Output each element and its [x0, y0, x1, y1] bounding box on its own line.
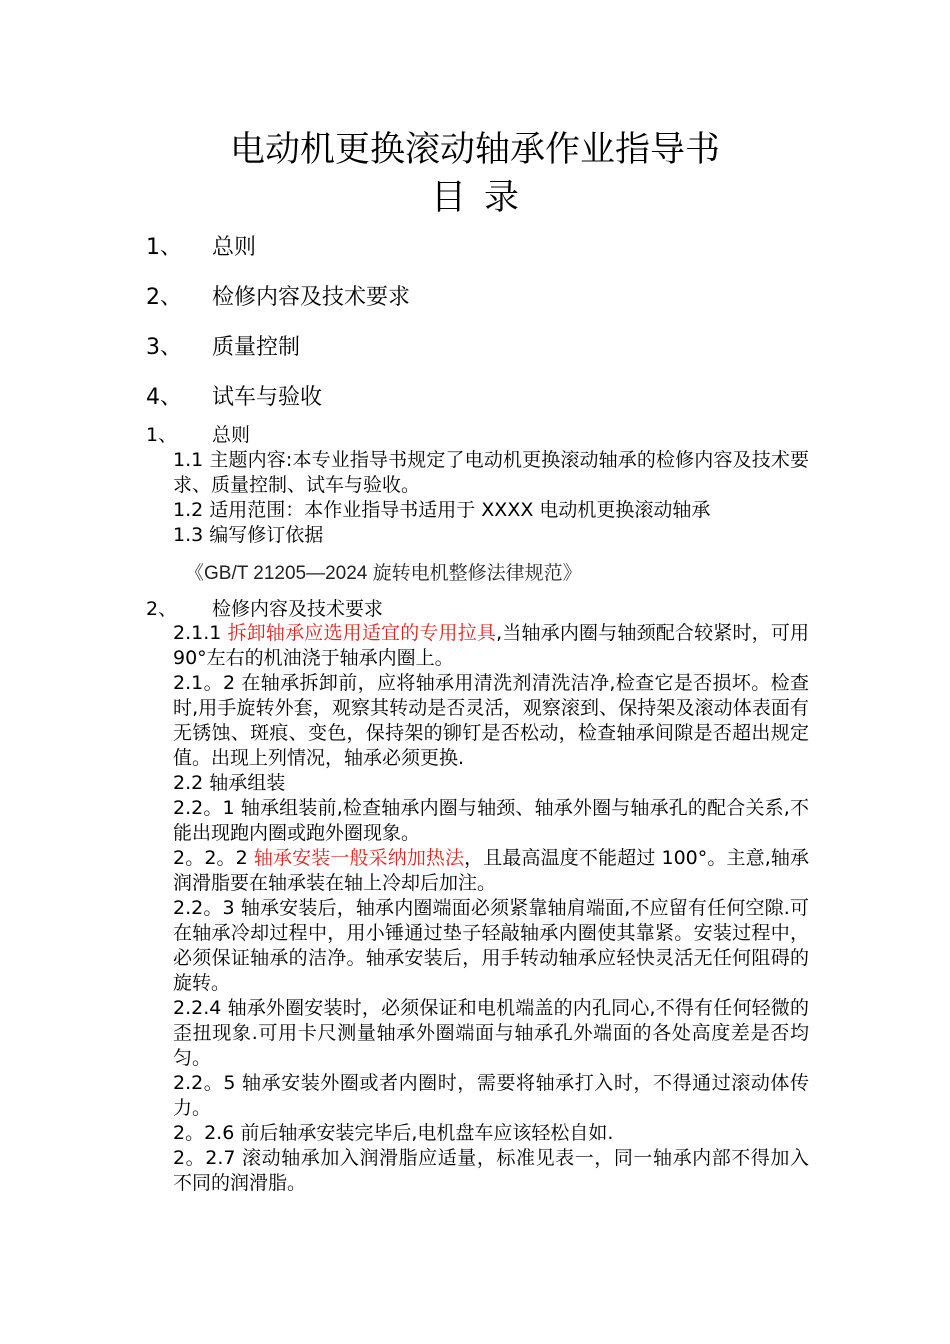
paragraph-2-1-2: 2.1。2 在轴承拆卸前，应将轴承用清洗剂清洗洁净,检查它是否损坏。检查时,用手旋转外套，观察其转动是否灵活，观察滚到、保持架及滚动体表面有无锈蚀、斑痕、变色，保持架的铆钉是否松动，检查轴承间隙是否超出规定值。出现上列情况，轴承必须更换. — [173, 672, 809, 769]
highlighted-text: 轴承安装一般采纳加热法 — [253, 847, 465, 869]
paragraph-1-3: 1.3 编写修订依据 — [173, 524, 324, 546]
paragraph-1-2: 1.2 适用范围：本作业指导书适用于 XXXX 电动机更换滚动轴承 — [173, 499, 711, 521]
section-number: 2、 — [146, 598, 178, 620]
section-number: 1、 — [146, 424, 178, 446]
document-title: 电动机更换滚动轴承作业指导书 — [229, 130, 720, 170]
toc-item-label: 总则 — [212, 235, 257, 260]
paragraph-2-2-2 — [173, 846, 809, 896]
paragraph-number: 2。2。2 — [173, 847, 254, 869]
reference-standard: 《GB/T 21205—2024 旋转电机整修法律规范》 — [185, 563, 582, 584]
toc-item-label: 检修内容及技术要求 — [212, 285, 411, 310]
section-title: 总则 — [212, 424, 251, 446]
paragraph-2-2-5: 2.2。5 轴承安装外圈或者内圈时，需要将轴承打入时，不得通过滚动体传力。 — [173, 1072, 809, 1119]
toc-item-number: 4、 — [146, 385, 182, 410]
section-title: 检修内容及技术要求 — [212, 598, 384, 620]
paragraph-2-1-1 — [173, 621, 809, 671]
toc-item-label: 试车与验收 — [212, 385, 323, 410]
section-2-body — [173, 621, 809, 1196]
toc-item-number: 1、 — [146, 235, 182, 260]
paragraph-2-2-6: 2。2.6 前后轴承安装完毕后,电机盘车应该轻松自如. — [173, 1122, 614, 1144]
toc-item-number: 3、 — [146, 335, 182, 360]
paragraph-text: ，且最高温度不能超过 100°。主意,轴承润滑脂要在轴承装在轴上冷却后加注。 — [173, 847, 809, 894]
paragraph-2-2-4: 2.2.4 轴承外圈安装时，必须保证和电机端盖的内孔同心,不得有任何轻微的歪扭现象.可用卡尺测量轴承外圈端面与轴承孔外端面的各处高度差是否均匀。 — [173, 997, 809, 1069]
paragraph-number: 2.1.1 — [173, 622, 228, 644]
paragraph-2-2: 2.2 轴承组装 — [173, 772, 286, 794]
highlighted-text: 拆卸轴承应选用适宜的专用拉具 — [227, 622, 497, 644]
toc-item-label: 质量控制 — [212, 335, 301, 360]
toc-item-number: 2、 — [146, 285, 182, 310]
section-1-body — [173, 448, 809, 548]
paragraph-text: ,当轴承内圈与轴颈配合较紧时，可用 90°左右的机油浇于轴承内圈上。 — [173, 622, 809, 669]
paragraph-2-2-1: 2.2。1 轴承组装前,检查轴承内圈与轴颈、轴承外圈与轴承孔的配合关系,不能出现跑内圈或跑外圈现象。 — [173, 797, 809, 844]
paragraph-1-1: 1.1 主题内容:本专业指导书规定了电动机更换滚动轴承的检修内容及技术要求、质量控制、试车与验收。 — [173, 449, 809, 496]
paragraph-2-2-3: 2.2。3 轴承安装后，轴承内圈端面必须紧靠轴肩端面,不应留有任何空隙.可在轴承冷却过程中，用小锤通过垫子轻敲轴承内圈使其靠紧。安装过程中，必须保证轴承的洁净。轴承安装后，用手转动轴承应轻快灵活无任何阻碍的旋转。 — [173, 897, 809, 994]
toc-heading: 目录 — [430, 178, 537, 218]
paragraph-2-2-7: 2。2.7 滚动轴承加入润滑脂应适量，标准见表一，同一轴承内部不得加入不同的润滑脂。 — [173, 1147, 809, 1194]
